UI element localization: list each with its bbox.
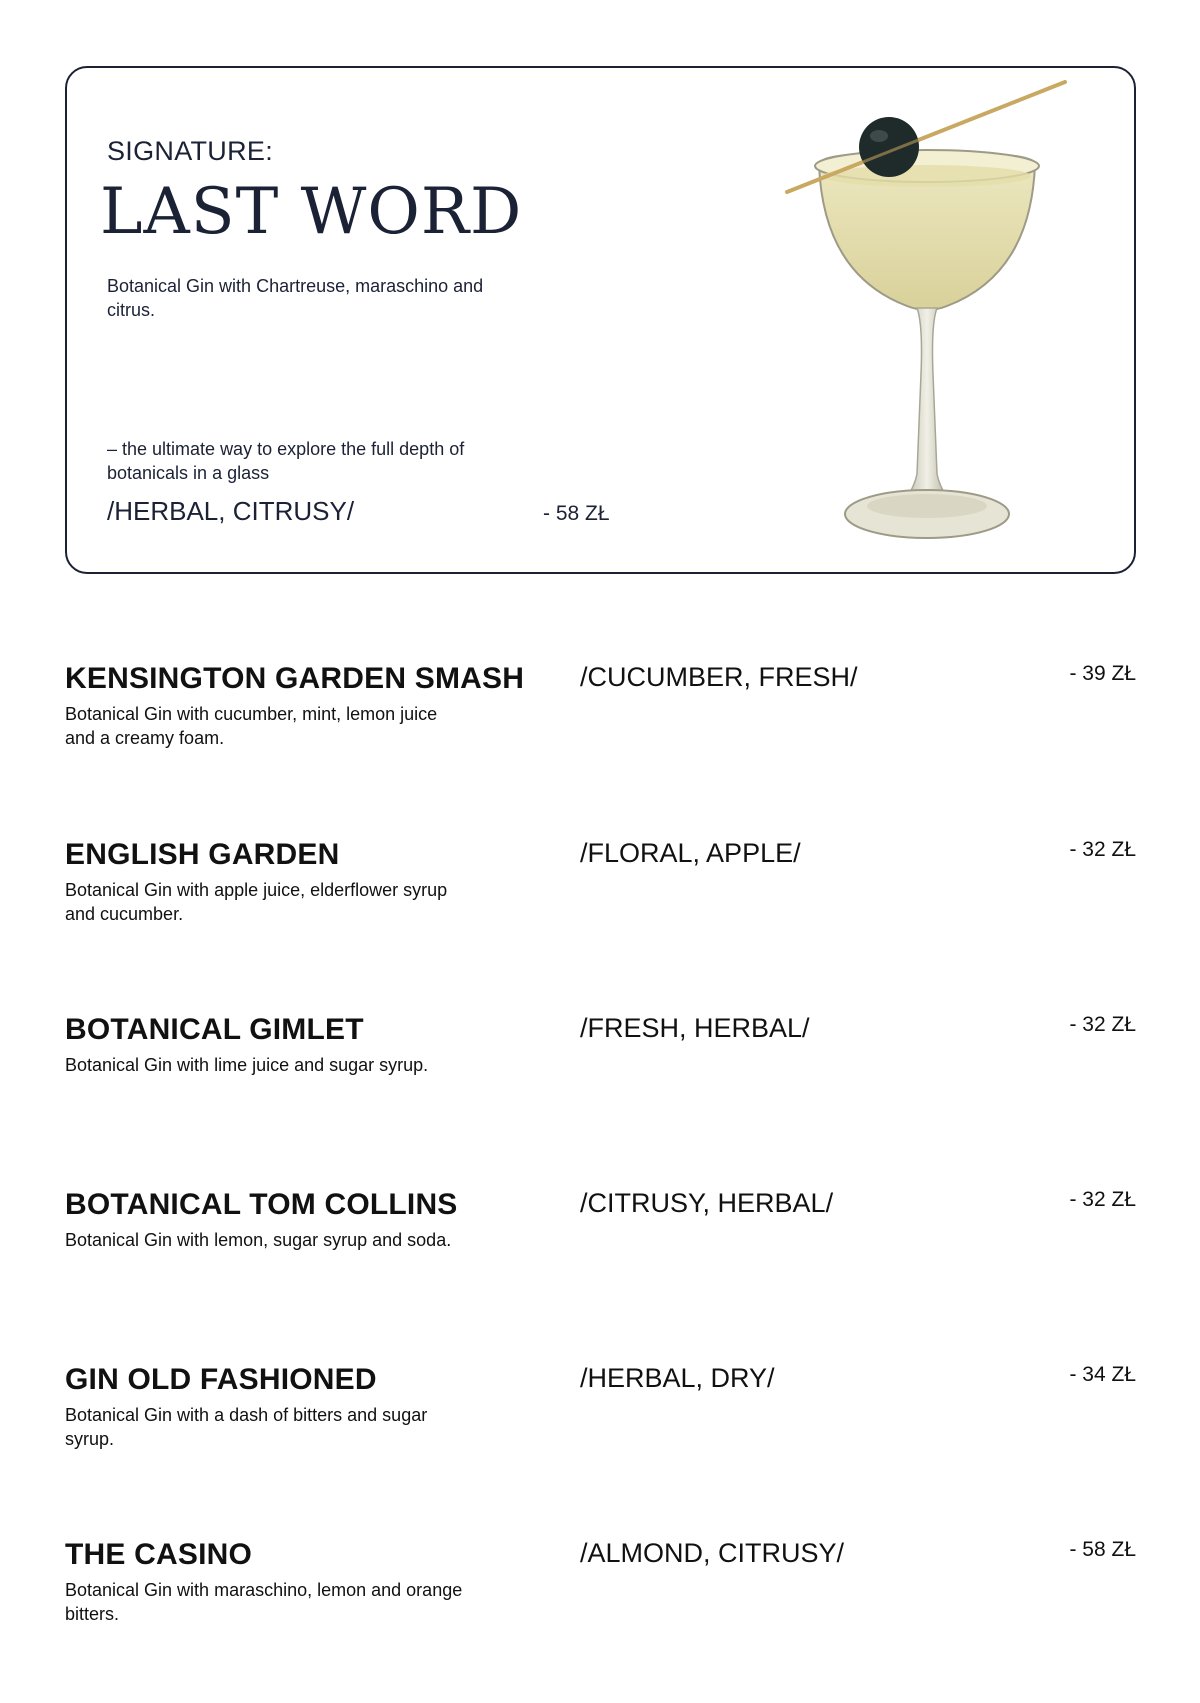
cocktail-name: THE CASINO [65,1538,253,1571]
menu-item [65,1363,1136,1483]
menu-item [65,662,1136,782]
signature-description: Botanical Gin with Chartreuse, maraschino and citrus. [107,276,484,320]
cocktail-name: GIN OLD FASHIONED [65,1363,377,1396]
cocktail-flavor-profile: /FLORAL, APPLE/ [580,838,801,868]
cocktail-description: Botanical Gin with maraschino, lemon and orange bitters. [65,1580,463,1624]
menu-item [65,1538,1136,1658]
cocktail-name: KENSINGTON GARDEN SMASH [65,662,525,695]
cocktail-flavor-profile: /CUCUMBER, FRESH/ [580,662,858,692]
signature-flavor-profile: /HERBAL, CITRUSY/ [107,496,355,526]
cocktail-flavor-profile: /HERBAL, DRY/ [580,1363,775,1393]
cocktail-flavor-profile: /FRESH, HERBAL/ [580,1013,810,1043]
cocktail-description: Botanical Gin with cucumber, mint, lemon juice and a creamy foam. [65,704,438,748]
cocktail-price: - 39 ZŁ [1069,662,1136,685]
cocktail-price: - 32 ZŁ [1069,1188,1136,1211]
cocktail-description: Botanical Gin with lemon, sugar syrup and soda. [65,1230,452,1250]
signature-card [65,66,1136,574]
cocktail-name: BOTANICAL TOM COLLINS [65,1188,458,1221]
coupe-cocktail-glass-with-olive-icon [747,74,1107,564]
cocktail-description: Botanical Gin with a dash of bitters and sugar syrup. [65,1405,428,1449]
cocktail-name: BOTANICAL GIMLET [65,1013,364,1046]
signature-price: - 58 ZŁ [543,502,610,525]
cocktail-description: Botanical Gin with apple juice, elderflower syrup and cucumber. [65,880,448,924]
signature-cocktail-name: LAST WORD [100,175,523,249]
cocktail-flavor-profile: /ALMOND, CITRUSY/ [580,1538,845,1568]
menu-item [65,1188,1136,1308]
cocktail-description: Botanical Gin with lime juice and sugar syrup. [65,1055,429,1075]
cocktail-name: ENGLISH GARDEN [65,838,340,871]
signature-tagline: – the ultimate way to explore the full depth of botanicals in a glass [107,439,465,483]
cocktail-flavor-profile: /CITRUSY, HERBAL/ [580,1188,834,1218]
cocktail-price: - 32 ZŁ [1069,838,1136,861]
menu-item [65,838,1136,958]
cocktail-price: - 34 ZŁ [1069,1363,1136,1386]
signature-label: SIGNATURE: [107,136,274,166]
cocktail-price: - 58 ZŁ [1069,1538,1136,1561]
cocktail-price: - 32 ZŁ [1069,1013,1136,1036]
menu-item [65,1013,1136,1133]
